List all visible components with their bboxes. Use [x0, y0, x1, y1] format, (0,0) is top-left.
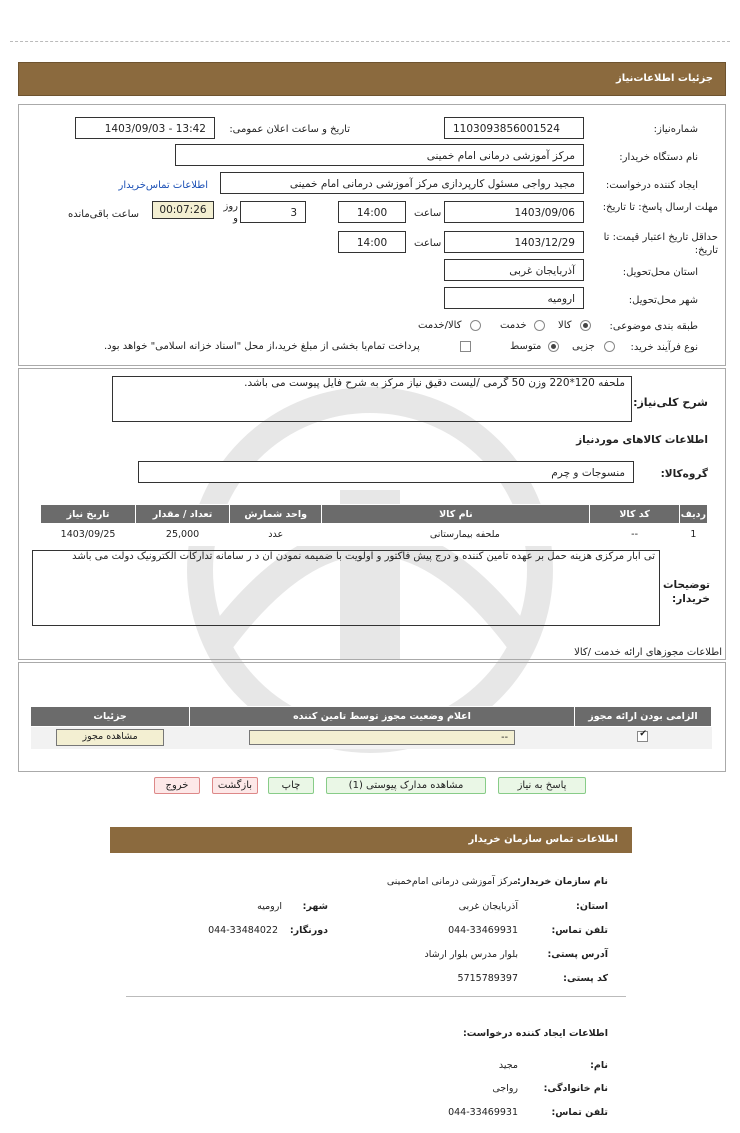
col-qty: تعداد / مقدار: [136, 505, 230, 524]
creator-field[interactable]: مجید رواجی مسئول کارپردازی مرکز آموزشی درمانی امام خمینی: [220, 172, 584, 194]
province-field[interactable]: آذربایجان غربی: [444, 259, 584, 281]
announce-field[interactable]: 1403/09/03 - 13:42: [75, 117, 215, 139]
process-minor-label: جزیی: [572, 341, 595, 352]
description-textarea[interactable]: ملحفه 120*220 وزن 50 گرمی /لیست دقیق نیاز مرکز به شرح فایل پیوست می باشد.: [112, 376, 632, 422]
city-value-2: ارومیه: [257, 901, 282, 912]
goods-group-field[interactable]: منسوجات و چرم: [138, 461, 634, 483]
announce-label: تاریخ و ساعت اعلان عمومی:: [229, 124, 350, 135]
cell-qty: 25,000: [165, 529, 200, 541]
city-label: شهر محل‌تحویل:: [628, 295, 698, 306]
address-value: بلوار مدرس بلوار ارشاد: [424, 949, 518, 960]
buyer-org-field[interactable]: مرکز آموزشی درمانی امام خمینی: [175, 144, 584, 166]
cell-code: --: [631, 529, 639, 541]
category-radio-both[interactable]: [470, 320, 481, 331]
phone-label: تلفن تماس:: [551, 925, 608, 936]
description-label: شرح کلی‌نیاز:: [633, 396, 708, 409]
city-field[interactable]: ارومیه: [444, 287, 584, 309]
address-label: آدرس پستی:: [547, 949, 608, 960]
buyer-contact-link[interactable]: اطلاعات تماس‌خریدار: [118, 180, 208, 191]
contact-title: اطلاعات تماس سازمان خریدار: [468, 834, 618, 845]
permit-col-details: جزئیات: [31, 707, 190, 727]
phone-value: 044-33469931: [448, 925, 518, 936]
cell-date: 1403/09/25: [60, 529, 116, 541]
category-radio-goods[interactable]: [580, 320, 591, 331]
goods-group-label: گروه‌کالا:: [660, 468, 708, 480]
back-button[interactable]: بازگشت: [212, 777, 258, 794]
province-label: استان محل‌تحویل:: [622, 267, 698, 278]
validity-time-field[interactable]: 14:00: [338, 231, 406, 253]
validity-time-label: ساعت: [414, 238, 442, 249]
panel-header: [18, 62, 726, 96]
permit-col-required: الزامی بودن ارائه مجوز: [574, 707, 711, 727]
city-label-2: شهر:: [302, 901, 328, 912]
name-label: نام:: [590, 1060, 608, 1071]
permit-status-field[interactable]: --: [249, 730, 515, 745]
treasury-checkbox[interactable]: [460, 341, 471, 352]
treasury-note: پرداخت تمام‌یا بخشی از مبلغ خرید،از محل "اسناد خزانه اسلامی" خواهد بود.: [104, 341, 420, 352]
postal-label: کد پستی:: [563, 973, 608, 984]
reply-button[interactable]: پاسخ به نیاز: [498, 777, 586, 794]
process-medium-label: متوسط: [510, 341, 542, 352]
permits-section-title: اطلاعات مجوزهای ارائه خدمت /کالا: [574, 647, 722, 658]
deadline-date-field[interactable]: 1403/09/06: [444, 201, 584, 223]
deadline-time-label: ساعت: [414, 208, 442, 219]
table-row: [41, 524, 708, 546]
buyer-notes-label: توضیحات خریدار:: [662, 579, 710, 605]
org-label: نام سازمان خریدار:: [517, 876, 608, 887]
province-value-2: آذربایجان غربی: [458, 901, 518, 912]
validity-label: حداقل تاریخ اعتبار قیمت: تا تاریخ:: [603, 232, 718, 256]
panel-title: جزئیات اطلاعات‌نیاز: [616, 73, 713, 84]
cell-name: ملحفه بیمارستانی: [429, 529, 500, 541]
need-number-label: شماره‌نیاز:: [653, 124, 698, 135]
remaining-label: ساعت باقی‌مانده: [68, 209, 140, 220]
process-radio-minor[interactable]: [604, 341, 615, 352]
category-both-label: کالا/خدمت: [418, 320, 462, 331]
creator-phone-label: تلفن تماس:: [551, 1107, 608, 1118]
col-unit: واحد شمارش: [230, 505, 322, 524]
print-button[interactable]: چاپ: [268, 777, 314, 794]
creator-info-title: اطلاعات ایجاد کننده درخواست:: [462, 1028, 608, 1039]
contact-divider: [126, 996, 626, 997]
permit-required-checkbox[interactable]: [637, 728, 648, 742]
goods-section-title: اطلاعات کالاهای موردنیاز: [576, 434, 708, 446]
postal-value: 5715789397: [457, 973, 518, 984]
contact-header: [110, 827, 632, 853]
permits-table: [30, 706, 712, 749]
creator-phone-value: 044-33469931: [448, 1107, 518, 1118]
col-row: ردیف: [679, 505, 707, 524]
validity-date-field[interactable]: 1403/12/29: [444, 231, 584, 253]
org-value: مرکز آموزشی درمانی امام‌خمینی: [386, 876, 518, 887]
process-label: نوع فرآیند خرید:: [630, 342, 698, 353]
col-name: نام کالا: [322, 505, 590, 524]
buyer-notes-textarea[interactable]: تی ابار مرکزی هزینه حمل بر عهده تامین کننده و درج پیش فاکتور و اولویت با ضمیمه نمودن آن د ر سامانه تدارکات الکترونیک دولت می باشد: [32, 550, 660, 626]
creator-label: ایجاد کننده درخواست:: [605, 180, 698, 191]
category-radio-service[interactable]: [534, 320, 545, 331]
deadline-time-field[interactable]: 14:00: [338, 201, 406, 223]
days-label: روز و: [223, 201, 238, 224]
permit-col-status: اعلام وضعیت مجوز توسط تامین کننده: [190, 707, 575, 727]
view-attachments-button[interactable]: مشاهده مدارک پیوستی (1): [326, 777, 486, 794]
remaining-time-field: 00:07:26: [152, 201, 214, 219]
check-icon: ✔: [639, 728, 647, 739]
need-number-field[interactable]: 1103093856001524: [444, 117, 584, 139]
view-permit-button[interactable]: مشاهده مجوز: [56, 729, 164, 746]
top-divider: [10, 41, 730, 42]
province-label-2: استان:: [576, 901, 608, 912]
goods-table: [40, 504, 708, 546]
process-radio-medium[interactable]: [548, 341, 559, 352]
fax-label: دورنگار:: [289, 925, 328, 936]
fax-value: 044-33484022: [208, 925, 278, 936]
cell-unit: عدد: [268, 529, 284, 541]
category-label: طبقه بندی موضوعی:: [609, 321, 698, 332]
family-label: نام خانوادگی:: [543, 1083, 608, 1094]
buyer-org-label: نام دستگاه خریدار:: [619, 152, 698, 163]
permit-row: [31, 727, 712, 749]
col-date: تاریخ نیاز: [41, 505, 136, 524]
days-field[interactable]: 3: [240, 201, 306, 223]
name-value: مجید: [498, 1060, 518, 1071]
category-service-label: خدمت: [500, 320, 527, 331]
col-code: کد کالا: [590, 505, 679, 524]
exit-button[interactable]: خروج: [154, 777, 200, 794]
deadline-label: مهلت ارسال پاسخ: تا تاریخ:: [602, 202, 718, 213]
category-goods-label: کالا: [558, 320, 572, 331]
cell-row: 1: [690, 529, 697, 541]
family-value: رواجی: [492, 1083, 518, 1094]
